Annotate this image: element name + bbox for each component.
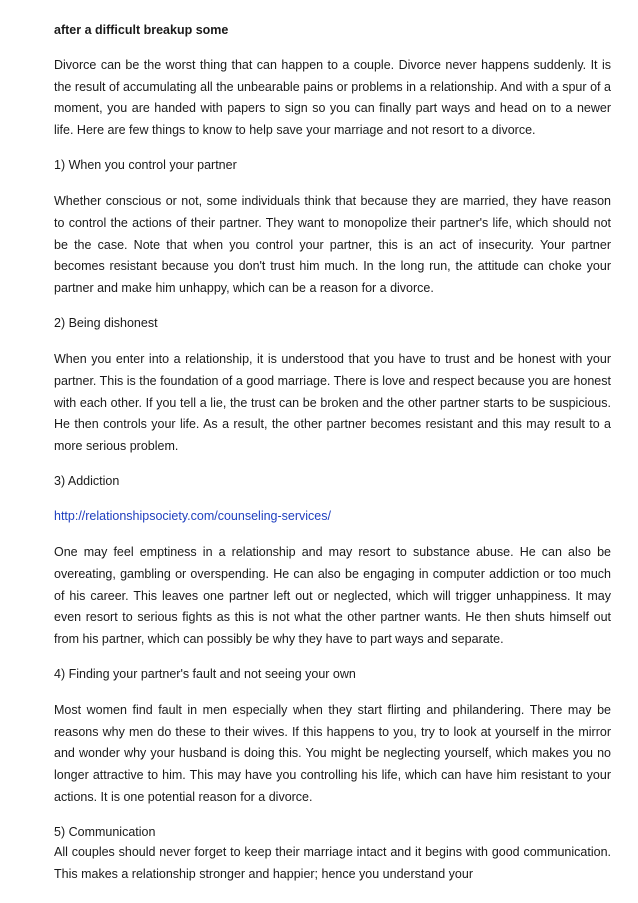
section-body-fault: Most women find fault in men especially when they start flirting and philandering. There may be reasons why men do these to their wives. If this happens to you, try to look at yourself in the mirror and wonder why your husband is doing this. You might be neglecting yourself, which makes you no longer attractive to him. This may have you controlling his life, which can have him resistant to your actions. It is one potential reason for a divorce. xyxy=(54,703,611,804)
section-heading-control: 1) When you control your partner xyxy=(54,158,237,173)
intro-paragraph: Divorce can be the worst thing that can happen to a couple. Divorce never happens suddenly. It is the result of accumulating all the unbearable pains or problems in a relationship. And with a spur of a moment, you are handed with papers to sign so you can finally part ways and head on to a newer life. Here are few things to know to help save your marriage and not resort to a divorce. xyxy=(54,58,611,137)
section-body-communication: All couples should never forget to keep their marriage intact and it begins with good communication. This makes a relationship stronger and happier; hence you understand your xyxy=(54,845,611,881)
document-title: after a difficult breakup some xyxy=(54,23,229,37)
document-page xyxy=(54,21,611,900)
section-heading-addiction: 3) Addiction xyxy=(54,474,120,489)
section-body-control: Whether conscious or not, some individuals think that because they are married, they have reason to control the actions of their partner. They want to monopolize their partner's life, which should not be the case. Note that when you control your partner, this is an act of insecurity. Your partner becomes resistant because you don't trust him much. In the long run, the attitude can choke your partner and make him unhappy, which can be a reason for a divorce. xyxy=(54,194,611,295)
counseling-link[interactable]: http://relationshipsociety.com/counseling-services/ xyxy=(54,509,331,524)
section-heading-communication: 5) Communication xyxy=(54,825,156,840)
section-body-addiction: One may feel emptiness in a relationship and may resort to substance abuse. He can also be overeating, gambling or overspending. He can also be engaging in computer addiction or too much of his career. This leaves one partner left out or neglected, which will trigger unhappiness. It may even resort to serious fights as this is not what the other partner wants. He then shuts himself out from his partner, which can possibly be why they have to part ways and separate. xyxy=(54,545,611,646)
section-heading-dishonest: 2) Being dishonest xyxy=(54,316,158,331)
section-heading-fault: 4) Finding your partner's fault and not seeing your own xyxy=(54,667,356,682)
section-body-dishonest: When you enter into a relationship, it is understood that you have to trust and be honest with your partner. This is the foundation of a good marriage. There is love and respect because you are honest with each other. If you tell a lie, the trust can be broken and the other partner starts to be suspicious. He then controls your life. As a result, the other partner becomes resistant and this may result to a more serious problem. xyxy=(54,352,611,453)
